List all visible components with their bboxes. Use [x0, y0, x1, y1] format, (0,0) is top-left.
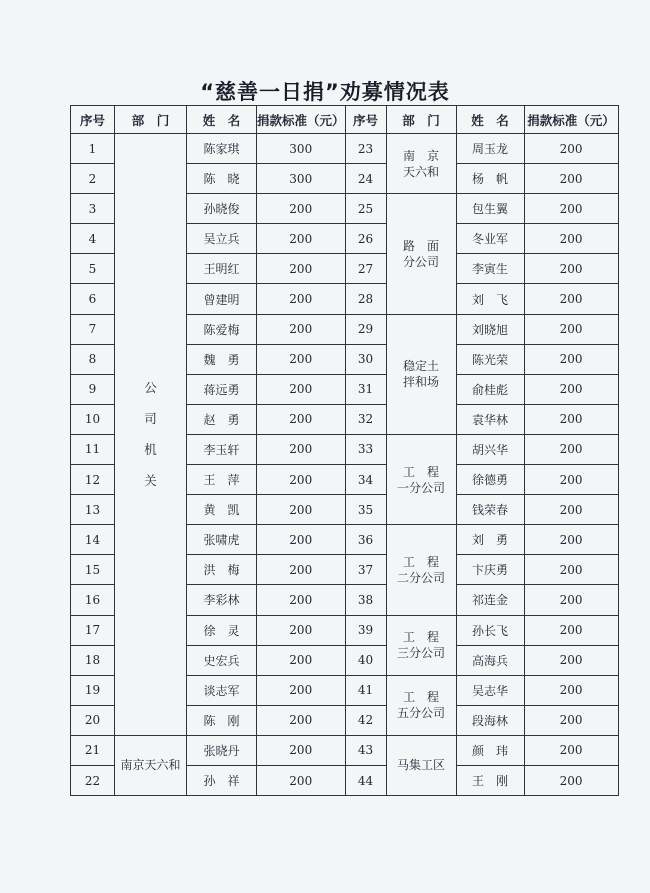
left-seq-cell: 5: [71, 254, 115, 284]
left-amount-cell: 200: [257, 254, 346, 284]
left-amount-cell: 200: [257, 344, 346, 374]
left-name-cell: 王明红: [187, 254, 257, 284]
dept-line-2: 五分公司: [397, 706, 446, 721]
dept-line-1: 工 程: [403, 464, 440, 479]
dept-line-2: 拌和场: [403, 375, 440, 390]
left-seq-cell: 8: [71, 344, 115, 374]
right-name-cell: 俞桂彪: [456, 374, 524, 404]
left-amount-cell: 200: [257, 495, 346, 525]
right-seq-cell: 38: [345, 585, 386, 615]
left-amount-cell: 200: [257, 555, 346, 585]
document-title: “慈善一日捐”劝募情况表: [200, 80, 450, 104]
header-dept-left: 部 门: [115, 106, 187, 134]
donation-table: [70, 105, 619, 796]
left-name-cell: 陈 晓: [187, 164, 257, 194]
right-dept-cell: [386, 525, 456, 615]
right-seq-cell: 44: [345, 765, 386, 795]
right-amount-cell: 200: [524, 615, 618, 645]
right-seq-cell: 25: [345, 194, 386, 224]
right-seq-cell: 32: [345, 404, 386, 434]
table-row: [71, 735, 619, 765]
left-name-cell: 洪 梅: [187, 555, 257, 585]
left-name-cell: 陈爱梅: [187, 314, 257, 344]
left-seq-cell: 6: [71, 284, 115, 314]
right-name-cell: 刘 勇: [456, 525, 524, 555]
right-seq-cell: 42: [345, 705, 386, 735]
left-seq-cell: 7: [71, 314, 115, 344]
left-amount-cell: 200: [257, 705, 346, 735]
dept-company-office: [115, 134, 187, 736]
right-name-cell: 段海林: [456, 705, 524, 735]
left-seq-cell: 9: [71, 374, 115, 404]
right-amount-cell: 200: [524, 465, 618, 495]
right-seq-cell: 35: [345, 495, 386, 525]
right-dept-cell: [386, 134, 456, 194]
right-seq-cell: 27: [345, 254, 386, 284]
left-name-cell: 陈家琪: [187, 134, 257, 164]
left-amount-cell: 200: [257, 284, 346, 314]
left-name-cell: 曾建明: [187, 284, 257, 314]
right-name-cell: 高海兵: [456, 645, 524, 675]
left-name-cell: 孙 祥: [187, 765, 257, 795]
right-seq-cell: 40: [345, 645, 386, 675]
right-name-cell: 刘晓旭: [456, 314, 524, 344]
right-amount-cell: 200: [524, 585, 618, 615]
right-dept-cell: [386, 615, 456, 675]
right-name-cell: 徐德勇: [456, 465, 524, 495]
left-seq-cell: 22: [71, 765, 115, 795]
dept-line-2: 二分公司: [397, 570, 446, 585]
right-amount-cell: 200: [524, 374, 618, 404]
left-amount-cell: 200: [257, 525, 346, 555]
left-name-cell: 赵 勇: [187, 404, 257, 434]
left-name-cell: 徐 灵: [187, 615, 257, 645]
right-amount-cell: 200: [524, 284, 618, 314]
left-amount-cell: 200: [257, 224, 346, 254]
dept-line-1: 工 程: [403, 554, 440, 569]
right-amount-cell: 200: [524, 765, 618, 795]
left-amount-cell: 200: [257, 765, 346, 795]
dept-nanjing: 南京天六和: [115, 735, 187, 795]
right-name-cell: 孙长飞: [456, 615, 524, 645]
left-seq-cell: 19: [71, 675, 115, 705]
left-seq-cell: 12: [71, 465, 115, 495]
right-name-cell: 杨 帆: [456, 164, 524, 194]
right-name-cell: 袁华林: [456, 404, 524, 434]
left-amount-cell: 200: [257, 735, 346, 765]
right-amount-cell: 200: [524, 495, 618, 525]
left-amount-cell: 200: [257, 465, 346, 495]
right-name-cell: 刘 飞: [456, 284, 524, 314]
left-name-cell: 史宏兵: [187, 645, 257, 675]
left-name-cell: 吴立兵: [187, 224, 257, 254]
right-name-cell: 周玉龙: [456, 134, 524, 164]
left-seq-cell: 15: [71, 555, 115, 585]
right-seq-cell: 33: [345, 434, 386, 464]
right-name-cell: 冬业军: [456, 224, 524, 254]
right-amount-cell: 200: [524, 525, 618, 555]
left-name-cell: 黄 凯: [187, 495, 257, 525]
left-seq-cell: 21: [71, 735, 115, 765]
left-amount-cell: 200: [257, 434, 346, 464]
right-amount-cell: 200: [524, 645, 618, 675]
left-amount-cell: 200: [257, 404, 346, 434]
left-name-cell: 张晓丹: [187, 735, 257, 765]
right-name-cell: 祁连金: [456, 585, 524, 615]
left-amount-cell: 200: [257, 645, 346, 675]
right-dept-cell: [386, 675, 456, 735]
right-name-cell: 卞庆勇: [456, 555, 524, 585]
left-amount-cell: 200: [257, 314, 346, 344]
right-seq-cell: 37: [345, 555, 386, 585]
left-amount-cell: 200: [257, 374, 346, 404]
left-seq-cell: 20: [71, 705, 115, 735]
header-seq-left: 序号: [71, 106, 115, 134]
left-name-cell: 魏 勇: [187, 344, 257, 374]
table-body: [71, 106, 619, 796]
right-amount-cell: 200: [524, 555, 618, 585]
right-seq-cell: 23: [345, 134, 386, 164]
right-dept-cell: [386, 434, 456, 524]
left-name-cell: 李玉轩: [187, 434, 257, 464]
right-amount-cell: 200: [524, 254, 618, 284]
left-amount-cell: 200: [257, 675, 346, 705]
right-seq-cell: 36: [345, 525, 386, 555]
right-amount-cell: 200: [524, 705, 618, 735]
right-name-cell: 王 刚: [456, 765, 524, 795]
right-seq-cell: 39: [345, 615, 386, 645]
left-seq-cell: 17: [71, 615, 115, 645]
left-name-cell: 蒋远勇: [187, 374, 257, 404]
left-name-cell: 孙晓俊: [187, 194, 257, 224]
right-amount-cell: 200: [524, 404, 618, 434]
dept-company-char: 机: [144, 442, 157, 458]
right-seq-cell: 26: [345, 224, 386, 254]
header-amount-left: 捐款标准（元）: [257, 106, 346, 134]
right-name-cell: 颜 玮: [456, 735, 524, 765]
right-name-cell: 陈光荣: [456, 344, 524, 374]
dept-line-1: 南 京: [403, 148, 440, 163]
right-seq-cell: 30: [345, 344, 386, 374]
dept-line-2: 三分公司: [397, 646, 446, 661]
left-amount-cell: 200: [257, 615, 346, 645]
header-name-left: 姓 名: [187, 106, 257, 134]
right-seq-cell: 28: [345, 284, 386, 314]
right-seq-cell: 43: [345, 735, 386, 765]
dept-line-2: 分公司: [403, 254, 440, 269]
left-seq-cell: 10: [71, 404, 115, 434]
right-amount-cell: 200: [524, 134, 618, 164]
dept-company-label: [144, 372, 157, 496]
left-amount-cell: 300: [257, 134, 346, 164]
right-dept-cell: [386, 194, 456, 314]
left-seq-cell: 13: [71, 495, 115, 525]
left-name-cell: 李彩林: [187, 585, 257, 615]
right-seq-cell: 24: [345, 164, 386, 194]
right-dept-cell: [386, 735, 456, 795]
header-name-right: 姓 名: [456, 106, 524, 134]
right-seq-cell: 31: [345, 374, 386, 404]
left-seq-cell: 18: [71, 645, 115, 675]
left-seq-cell: 2: [71, 164, 115, 194]
right-amount-cell: 200: [524, 675, 618, 705]
right-name-cell: 包生翼: [456, 194, 524, 224]
header-amount-right: 捐款标准（元）: [524, 106, 618, 134]
right-seq-cell: 41: [345, 675, 386, 705]
right-amount-cell: 200: [524, 344, 618, 374]
left-amount-cell: 200: [257, 194, 346, 224]
right-name-cell: 吴志华: [456, 675, 524, 705]
left-amount-cell: 200: [257, 585, 346, 615]
right-amount-cell: 200: [524, 314, 618, 344]
right-amount-cell: 200: [524, 434, 618, 464]
dept-company-char: 关: [144, 473, 157, 489]
left-seq-cell: 1: [71, 134, 115, 164]
table-header-row: [71, 106, 619, 134]
left-name-cell: 谈志军: [187, 675, 257, 705]
left-seq-cell: 16: [71, 585, 115, 615]
right-seq-cell: 29: [345, 314, 386, 344]
right-name-cell: 钱荣春: [456, 495, 524, 525]
right-amount-cell: 200: [524, 194, 618, 224]
right-amount-cell: 200: [524, 735, 618, 765]
left-amount-cell: 300: [257, 164, 346, 194]
dept-line-1: 路 面: [403, 238, 440, 253]
left-seq-cell: 14: [71, 525, 115, 555]
dept-line-2: 天六和: [403, 164, 440, 179]
dept-company-char: 司: [144, 411, 157, 427]
left-name-cell: 张啸虎: [187, 525, 257, 555]
left-seq-cell: 4: [71, 224, 115, 254]
right-seq-cell: 34: [345, 465, 386, 495]
dept-line-1: 马集工区: [397, 758, 446, 773]
dept-line-1: 稳定土: [403, 359, 440, 374]
header-seq-right: 序号: [345, 106, 386, 134]
right-dept-cell: [386, 314, 456, 434]
dept-line-1: 工 程: [403, 630, 440, 645]
left-name-cell: 王 萍: [187, 465, 257, 495]
right-amount-cell: 200: [524, 164, 618, 194]
table-row: [71, 134, 619, 164]
dept-company-char: 公: [144, 380, 157, 396]
header-dept-right: 部 门: [386, 106, 456, 134]
left-name-cell: 陈 刚: [187, 705, 257, 735]
dept-line-1: 工 程: [403, 690, 440, 705]
dept-line-2: 一分公司: [397, 480, 446, 495]
right-name-cell: 胡兴华: [456, 434, 524, 464]
left-seq-cell: 3: [71, 194, 115, 224]
right-name-cell: 李寅生: [456, 254, 524, 284]
right-amount-cell: 200: [524, 224, 618, 254]
left-seq-cell: 11: [71, 434, 115, 464]
